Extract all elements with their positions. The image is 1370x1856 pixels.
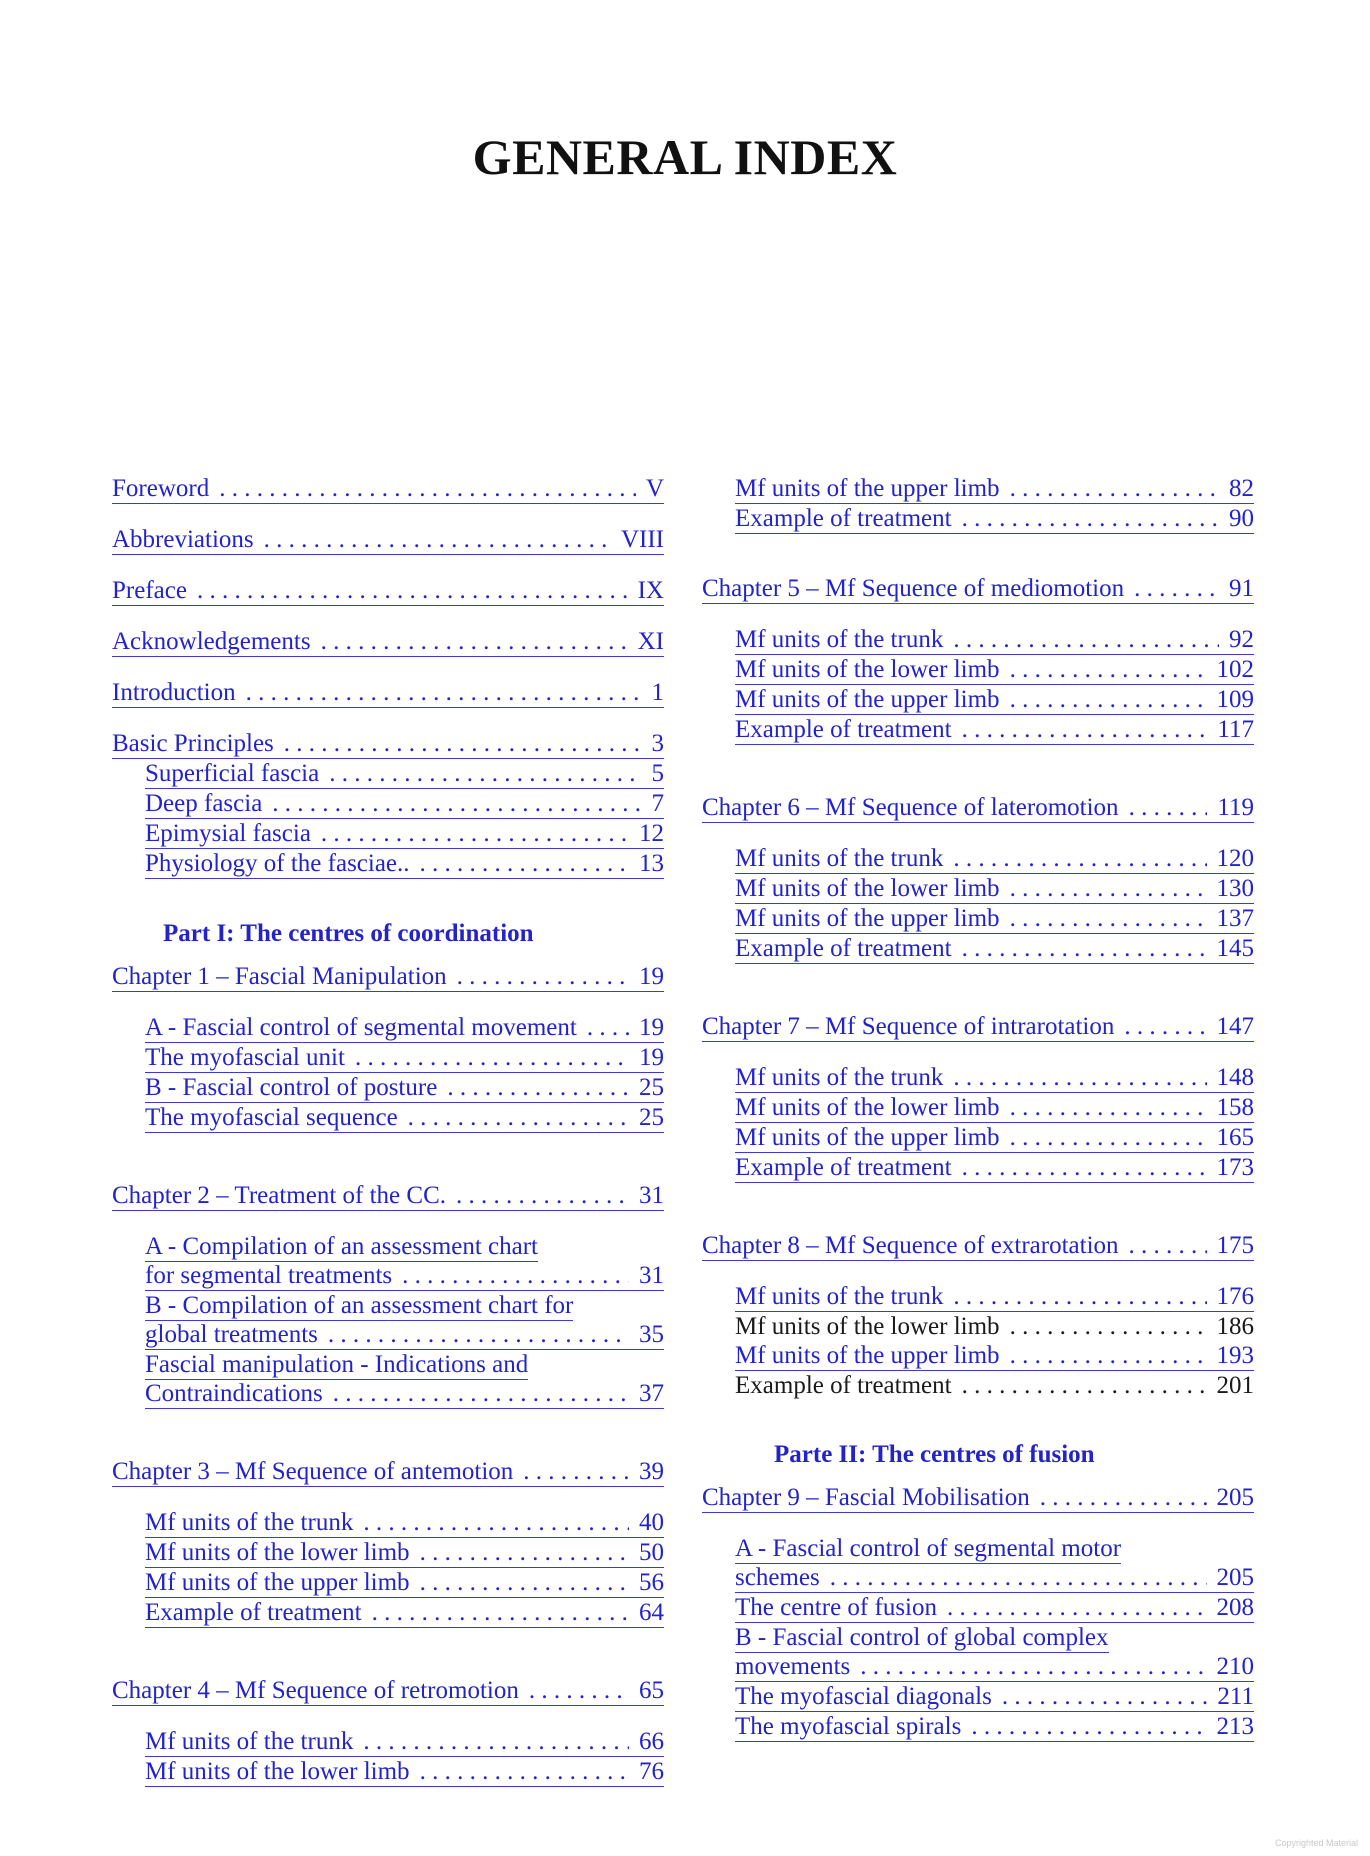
entry-page: IX [637,577,664,604]
entry-page: XI [637,628,664,655]
toc-entry[interactable] [145,1538,664,1568]
toc-entry[interactable] [145,1261,664,1291]
toc-left-column [112,474,664,1787]
entry-label: Example of treatment [735,1372,952,1399]
entry-page: 137 [1216,905,1254,932]
entry-label: Mf units of the upper limb [735,686,1000,713]
toc-entry-chapter-1[interactable] [112,962,664,992]
toc-entry[interactable] [735,1712,1254,1742]
entry-page: 25 [639,1074,664,1101]
entry-page: 19 [639,1044,664,1071]
toc-entry-chapter-3[interactable] [112,1457,664,1487]
entry-page: 117 [1217,716,1254,743]
entry-label: Chapter 9 – Fascial Mobilisation [702,1484,1030,1511]
entry-page: 37 [639,1380,664,1407]
toc-entry[interactable] [145,1598,664,1628]
entry-page: 56 [639,1569,664,1596]
entry-page: 3 [651,730,664,757]
toc-entry [735,1371,1254,1400]
entry-page: 147 [1216,1013,1254,1040]
entry-label: Acknowledgements [112,628,311,655]
entry-label: Epimysial fascia [145,820,311,847]
entry-label: Mf units of the lower limb [145,1758,410,1785]
entry-page: 35 [639,1321,664,1348]
entry-page: 173 [1216,1154,1254,1181]
toc-entry [735,1312,1254,1341]
entry-page: 201 [1216,1372,1254,1399]
toc-entry[interactable] [735,1593,1254,1623]
entry-label: Example of treatment [735,935,952,962]
entry-label: Foreword [112,475,210,502]
entry-label: Chapter 5 – Mf Sequence of mediomotion [702,575,1125,602]
toc-entry[interactable] [735,1063,1254,1093]
entry-label: Abbreviations [112,526,254,553]
toc-entry-chapter-2[interactable] [112,1181,664,1211]
entry-page: 50 [639,1539,664,1566]
entry-page: 130 [1216,875,1254,902]
toc-entry[interactable] [735,625,1254,655]
toc-entry[interactable] [735,1563,1254,1593]
toc-entry-physiology-fasciae[interactable] [145,849,664,879]
entry-page: V [645,475,664,502]
entry-page: 64 [639,1599,664,1626]
entry-label: Mf units of the upper limb [735,1124,1000,1151]
entry-label: The myofascial unit [145,1044,345,1071]
entry-page: 120 [1216,845,1254,872]
entry-label: Chapter 6 – Mf Sequence of lateromotion [702,794,1119,821]
entry-page: 165 [1216,1124,1254,1151]
toc-entry-line[interactable] [145,1350,664,1379]
entry-label: The myofascial spirals [735,1713,962,1740]
entry-page: 109 [1216,686,1254,713]
entry-label: Mf units of the upper limb [145,1569,410,1596]
entry-label: Mf units of the lower limb [735,1313,1000,1340]
toc-right-column [702,474,1254,1742]
entry-label: A - Compilation of an assessment chart [145,1233,538,1260]
entry-label: A - Fascial control of segmental motor [735,1535,1122,1562]
copyright-watermark: Copyrighted Material [1274,1838,1358,1848]
entry-page: 40 [639,1509,664,1536]
toc-entry[interactable] [735,685,1254,715]
entry-label: The centre of fusion [735,1594,938,1621]
entry-label: Physiology of the fasciae.. [145,850,410,877]
toc-entry-chapter-5[interactable] [702,574,1254,604]
entry-page: 7 [651,790,664,817]
entry-label: Preface [112,577,187,604]
toc-entry[interactable] [735,655,1254,685]
toc-entry-foreword[interactable] [112,474,664,504]
entry-page: VIII [620,526,664,553]
entry-page: 145 [1216,935,1254,962]
part-heading: Parte II: The centres of fusion [774,1441,1095,1468]
toc-entry[interactable] [145,1013,664,1043]
entry-page: 186 [1216,1313,1254,1340]
toc-entry[interactable] [735,904,1254,934]
entry-label: The myofascial diagonals [735,1683,992,1710]
toc-entry-line[interactable] [145,1232,664,1261]
toc-entry[interactable] [735,844,1254,874]
toc-entry[interactable] [735,504,1254,534]
toc-entry[interactable] [735,1341,1254,1371]
entry-label: A - Fascial control of segmental movement [145,1014,577,1041]
entry-page: 91 [1229,575,1254,602]
entry-page: 76 [639,1758,664,1785]
entry-label: Example of treatment [735,1154,952,1181]
entry-label: Introduction [112,679,236,706]
entry-page: 208 [1216,1594,1254,1621]
entry-page: 19 [639,1014,664,1041]
entry-page: 19 [639,963,664,990]
entry-label: schemes [735,1564,820,1591]
toc-entry[interactable] [145,1320,664,1350]
toc-entry[interactable] [735,1652,1254,1682]
entry-page: 211 [1217,1683,1254,1710]
entry-label: Mf units of the trunk [735,845,944,872]
entry-label: Mf units of the upper limb [735,475,1000,502]
toc-entry-preface[interactable] [112,576,664,606]
entry-label: Mf units of the lower limb [735,656,1000,683]
toc-entry[interactable] [735,874,1254,904]
toc-entry[interactable] [735,1682,1254,1712]
entry-label: Mf units of the upper limb [735,905,1000,932]
entry-page: 148 [1216,1064,1254,1091]
toc-entry[interactable] [735,474,1254,504]
toc-entry-chapter-6[interactable] [702,793,1254,823]
entry-label: Mf units of the lower limb [145,1539,410,1566]
toc-entry-chapter-7[interactable] [702,1012,1254,1042]
entry-label: Fascial manipulation - Indications and [145,1351,529,1378]
toc-entry[interactable] [145,1757,664,1787]
entry-page: 175 [1216,1232,1254,1259]
entry-page: 158 [1216,1094,1254,1121]
entry-label: Basic Principles [112,730,274,757]
toc-entry-superficial-fascia[interactable] [145,759,664,789]
entry-label: Superficial fascia [145,760,320,787]
entry-label: Deep fascia [145,790,263,817]
entry-label: Mf units of the trunk [145,1728,354,1755]
entry-page: 66 [639,1728,664,1755]
entry-page: 193 [1216,1342,1254,1369]
toc-entry-line[interactable] [735,1623,1254,1652]
entry-label: Chapter 1 – Fascial Manipulation [112,963,447,990]
toc-entry-line[interactable] [145,1291,664,1320]
toc-entry-chapter-8[interactable] [702,1231,1254,1261]
entry-page: 31 [639,1182,664,1209]
entry-page: 90 [1229,505,1254,532]
toc-entry-acknowledgements[interactable] [112,627,664,657]
toc-entry[interactable] [145,1508,664,1538]
entry-page: 102 [1216,656,1254,683]
toc-entry[interactable] [735,1282,1254,1312]
entry-label: Mf units of the trunk [735,626,944,653]
entry-label: B - Fascial control of global complex [735,1624,1109,1651]
entry-page: 92 [1229,626,1254,653]
toc-entry[interactable] [735,715,1254,745]
entry-page: 119 [1217,794,1254,821]
toc-entry[interactable] [735,1093,1254,1123]
entry-label: Mf units of the trunk [735,1064,944,1091]
entry-page: 1 [651,679,664,706]
entry-label: Mf units of the trunk [145,1509,354,1536]
entry-label: Chapter 2 – Treatment of the CC. [112,1182,446,1209]
toc-entry[interactable] [145,1073,664,1103]
entry-label: Mf units of the trunk [735,1283,944,1310]
toc-entry-chapter-9[interactable] [702,1483,1254,1513]
entry-page: 39 [639,1458,664,1485]
entry-label: Chapter 8 – Mf Sequence of extrarotation [702,1232,1119,1259]
toc-entry-introduction[interactable] [112,678,664,708]
entry-label: global treatments [145,1321,318,1348]
entry-page: 205 [1216,1564,1254,1591]
entry-page: 82 [1229,475,1254,502]
entry-label: Chapter 7 – Mf Sequence of intrarotation [702,1013,1115,1040]
entry-label: Example of treatment [145,1599,362,1626]
toc-entry[interactable] [145,1727,664,1757]
entry-page: 65 [639,1677,664,1704]
entry-label: Chapter 3 – Mf Sequence of antemotion [112,1458,514,1485]
entry-label: for segmental treatments [145,1262,393,1289]
entry-page: 210 [1216,1653,1254,1680]
entry-page: 12 [639,820,664,847]
entry-page: 205 [1216,1484,1254,1511]
entry-page: 25 [639,1104,664,1131]
toc-entry[interactable] [735,934,1254,964]
page-title: GENERAL INDEX [472,129,898,185]
toc-entry[interactable] [145,1568,664,1598]
part-heading: Part I: The centres of coordination [163,920,534,947]
toc-entry[interactable] [145,1103,664,1133]
toc-entry[interactable] [735,1153,1254,1183]
entry-page: 13 [639,850,664,877]
entry-label: Example of treatment [735,716,952,743]
toc-entry-epimysial-fascia[interactable] [145,819,664,849]
entry-page: 5 [651,760,664,787]
entry-label: Chapter 4 – Mf Sequence of retromotion [112,1677,519,1704]
toc-entry-chapter-4[interactable] [112,1676,664,1706]
toc-entry-abbreviations[interactable] [112,525,664,555]
toc-entry[interactable] [145,1043,664,1073]
toc-entry-basic-principles[interactable] [112,729,664,759]
entry-label: Contraindications [145,1380,323,1407]
toc-entry[interactable] [145,1379,664,1409]
entry-page: 31 [639,1262,664,1289]
toc-entry-deep-fascia[interactable] [145,789,664,819]
entry-label: Example of treatment [735,505,952,532]
toc-entry-line[interactable] [735,1534,1254,1563]
entry-label: movements [735,1653,851,1680]
entry-label: Mf units of the lower limb [735,1094,1000,1121]
entry-label: B - Compilation of an assessment chart for [145,1292,574,1319]
entry-label: Mf units of the upper limb [735,1342,1000,1369]
entry-page: 176 [1216,1283,1254,1310]
entry-label: The myofascial sequence [145,1104,398,1131]
entry-page: 213 [1216,1713,1254,1740]
entry-label: Mf units of the lower limb [735,875,1000,902]
entry-label: B - Fascial control of posture [145,1074,438,1101]
toc-entry[interactable] [735,1123,1254,1153]
